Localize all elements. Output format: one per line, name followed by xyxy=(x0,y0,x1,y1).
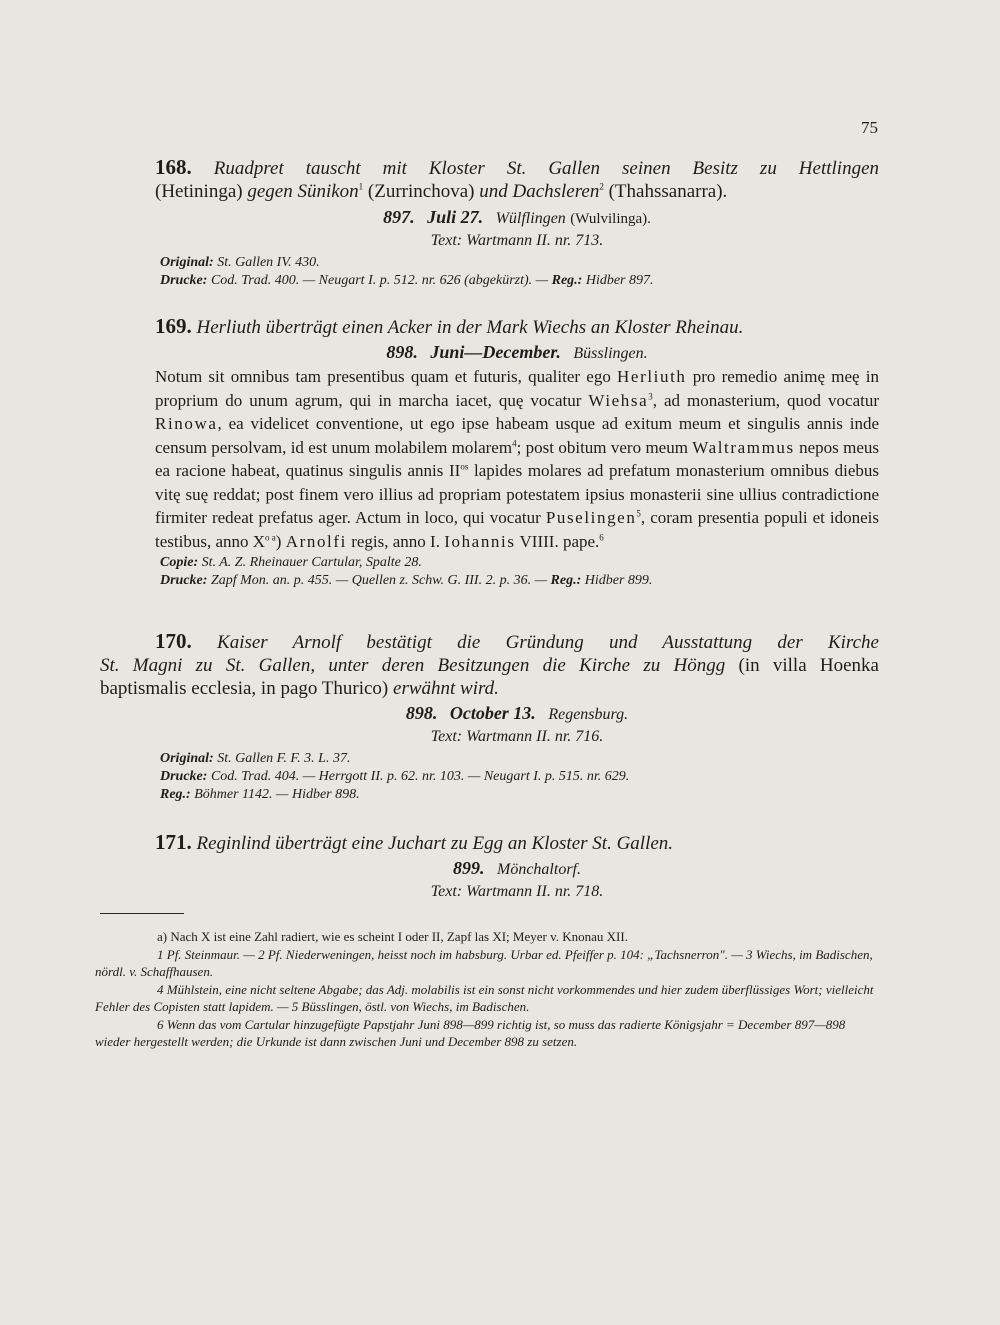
doc-168-original xyxy=(155,254,879,272)
body-segment: regis, anno I. xyxy=(346,531,445,551)
name-iohannis: Iohannis xyxy=(444,531,516,551)
doc-168-year: 897. xyxy=(383,207,415,227)
doc-170-heading-line3 xyxy=(100,677,879,700)
footnote-ref-a: o a xyxy=(265,531,276,542)
doc-170-month: October 13. xyxy=(449,703,536,723)
footnote-ref-6: 6 xyxy=(599,531,604,542)
doc-168-title-b4: und Dachsleren xyxy=(479,181,600,202)
doc-171-number: 171. xyxy=(155,830,192,854)
doc-169-body xyxy=(155,365,879,553)
doc-168-place: Wülflingen xyxy=(495,210,566,227)
footnote-ref-3: 3 xyxy=(648,390,653,401)
footnotes xyxy=(95,928,880,1051)
body-segment: ) xyxy=(275,531,286,551)
doc-169-place: Büsslingen. xyxy=(573,345,648,362)
doc-171-year: 899. xyxy=(453,858,485,878)
doc-170-place: Regensburg. xyxy=(548,706,629,723)
doc-168-title-b2: gegen Sünikon xyxy=(242,181,359,202)
doc-168-title-a: Ruadpret tauscht mit Kloster St. Gallen seinen Besitz zu Hettlingen xyxy=(213,158,880,179)
footnote-ref-1: 1 xyxy=(358,181,364,192)
doc-169-drucke xyxy=(155,572,879,590)
page-number: 75 xyxy=(861,118,878,137)
doc-169-year: 898. xyxy=(386,342,418,362)
doc-169-copie xyxy=(155,554,879,572)
doc-169-month: Juni—December. xyxy=(430,342,561,362)
doc-171-dateline xyxy=(155,857,879,881)
doc-169-title: Herliuth überträgt einen Acker in der Mark Wiechs an Kloster Rheinau. xyxy=(196,317,744,338)
doc-169-dateline xyxy=(155,341,879,365)
drucke-label: Drucke: xyxy=(160,769,208,784)
footnote-divider xyxy=(100,913,184,914)
reg-value: Hidber 897. xyxy=(585,273,654,288)
doc-168-number: 168. xyxy=(155,155,192,179)
doc-168-title-b3: (Zurrinchova) xyxy=(363,181,480,202)
drucke-value: Zapf Mon. an. p. 455. — Quellen z. Schw. G. III. 2. p. 36. — xyxy=(210,573,548,588)
doc-168-title-b5: (Thahssanarra). xyxy=(603,181,728,202)
footnote-ref-4: 4 xyxy=(512,437,517,448)
doc-168-heading-line2 xyxy=(155,180,879,203)
body-segment: , coram presentia populi et idoneis testibus, anno X xyxy=(155,508,879,551)
doc-170-title-b: St. Magni zu St. Gallen, unter deren Besitzungen die Kirche zu Höngg xyxy=(100,655,726,676)
name-herliuth: Herliuth xyxy=(617,367,687,386)
doc-170-number: 170. xyxy=(155,629,192,653)
body-segment: , ad monasterium, quod vocatur xyxy=(652,390,879,410)
footnote-ref-5: 5 xyxy=(636,508,641,519)
original-label: Original: xyxy=(160,255,214,270)
doc-170-heading-line1 xyxy=(155,630,879,654)
footnote-6: 6 Wenn das vom Cartular hinzugefügte Papstjahr Juni 898—899 richtig ist, so muss das radierte Königsjahr = December 897—898 wieder hergestellt werden; die Urkunde ist dann zwischen Juni und December 898 zu setzen. xyxy=(95,1016,846,1049)
doc-168-month: Juli 27. xyxy=(427,207,484,227)
doc-171-text-ref: Text: Wartmann II. nr. 718. xyxy=(430,883,604,900)
doc-168-title-b1: (Hetininga) xyxy=(155,181,243,202)
body-segment: VIIII. pape. xyxy=(515,531,600,551)
doc-168-text-ref: Text: Wartmann II. nr. 713. xyxy=(430,232,604,249)
original-value: St. Gallen IV. 430. xyxy=(217,255,320,270)
drucke-label: Drucke: xyxy=(160,573,208,588)
document-170 xyxy=(100,629,879,804)
body-segment: , ea videlicet conventione, ut ego ipse habeam usque ad exitum meum et singulis annis inde censum persolvam, id est unum molabilem molarem xyxy=(155,414,879,457)
doc-170-heading-line2 xyxy=(100,654,879,677)
name-arnolfi: Arnolfi xyxy=(285,531,347,551)
name-wiehsa: Wiehsa xyxy=(588,390,649,410)
copie-value: St. A. Z. Rheinauer Cartular, Spalte 28. xyxy=(201,555,422,570)
body-segment: Notum sit omnibus tam presentibus quam et futuris, qualiter ego xyxy=(155,367,618,386)
doc-170-original xyxy=(155,750,879,768)
doc-169-heading xyxy=(155,315,879,339)
doc-170-title-c-italic: erwähnt wird. xyxy=(388,678,499,699)
reg-value: Hidber 899. xyxy=(584,573,653,588)
body-segment: pro remedio animę meę in proprium do unum agrum, qui in marcha iacet, quę vocatur xyxy=(155,367,879,410)
doc-168-drucke xyxy=(155,272,879,290)
reg-label: Reg.: xyxy=(160,787,191,802)
reg-value: Böhmer 1142. — Hidber 898. xyxy=(194,787,360,802)
doc-170-title-a: Kaiser Arnolf bestätigt die Gründung und Ausstattung der Kirche xyxy=(217,632,879,653)
name-rinowa: Rinowa xyxy=(155,414,218,433)
footnote-ref-2: 2 xyxy=(599,181,604,192)
doc-171-place: Mönchaltorf. xyxy=(497,861,581,878)
reg-label: Reg.: xyxy=(551,273,583,288)
doc-170-text-ref: Text: Wartmann II. nr. 716. xyxy=(430,728,604,745)
doc-171-heading xyxy=(155,831,879,855)
superscript-os: os xyxy=(460,461,469,472)
body-segment: ; post obitum vero meum xyxy=(516,437,693,457)
document-169 xyxy=(155,315,879,590)
drucke-label: Drucke: xyxy=(160,273,208,288)
body-segment: nepos meus ea racione habeat, quatinus singulis annis II xyxy=(155,437,880,480)
original-label: Original: xyxy=(160,751,214,766)
copie-label: Copie: xyxy=(160,555,199,570)
original-value: St. Gallen F. F. 3. L. 37. xyxy=(217,751,351,766)
name-waltrammus: Waltrammus xyxy=(692,437,795,457)
drucke-value: Cod. Trad. 400. — Neugart I. p. 512. nr. 626 (abgekürzt). — xyxy=(210,273,549,288)
doc-168-heading-line1 xyxy=(155,156,879,180)
footnote-a: a) Nach X ist eine Zahl radiert, wie es scheint I oder II, Zapf las XI; Meyer v. Knonau XII. xyxy=(157,929,628,944)
body-segment: lapides molares ad prefatum monasterium omnibus diebus vitę suę reddat; post finem vero illius ad propriam potestatem ipsius monasterii sine ullius contradictione firmiter redeat prefatus ager. Actum in loco, qui vocatur xyxy=(155,461,880,527)
doc-170-year: 898. xyxy=(405,703,438,723)
doc-168-dateline xyxy=(155,206,879,230)
doc-170-reg xyxy=(155,786,879,804)
doc-170-drucke xyxy=(155,768,879,786)
footnote-4-5: 4 Mühlstein, eine nicht seltene Abgabe; das Adj. molabilis ist ein sonst nicht vorkommendes und hier zudem überflüssiges Wort; vielleicht Fehler des Copisten statt lapidem. — 5 Büsslingen, östl. von Wiechs, im Badischen. xyxy=(95,981,874,1014)
reg-label: Reg.: xyxy=(550,573,582,588)
doc-168-place-alt: (Wulvilinga). xyxy=(570,211,651,227)
doc-169-number: 169. xyxy=(155,314,192,338)
document-168 xyxy=(155,156,879,290)
name-puselingen: Puselingen xyxy=(545,508,637,527)
drucke-value: Cod. Trad. 404. — Herrgott II. p. 62. nr. 103. — Neugart I. p. 515. nr. 629. xyxy=(210,769,630,784)
doc-171-title: Reginlind überträgt eine Juchart zu Egg an Kloster St. Gallen. xyxy=(196,833,674,854)
doc-170-title-b-roman: (in villa Hoenka xyxy=(725,655,879,676)
doc-170-title-c-roman: baptismalis ecclesia, in pago Thurico) xyxy=(100,678,389,699)
footnote-1-3: 1 Pf. Steinmaur. — 2 Pf. Niederweningen, heisst noch im habsburg. Urbar ed. Pfeiffer p. 104: „Tachsnerron". — 3 Wiechs, im Badischen, nördl. v. Schaffhausen. xyxy=(95,946,873,979)
document-171 xyxy=(155,831,879,903)
doc-170-dateline xyxy=(155,702,879,726)
